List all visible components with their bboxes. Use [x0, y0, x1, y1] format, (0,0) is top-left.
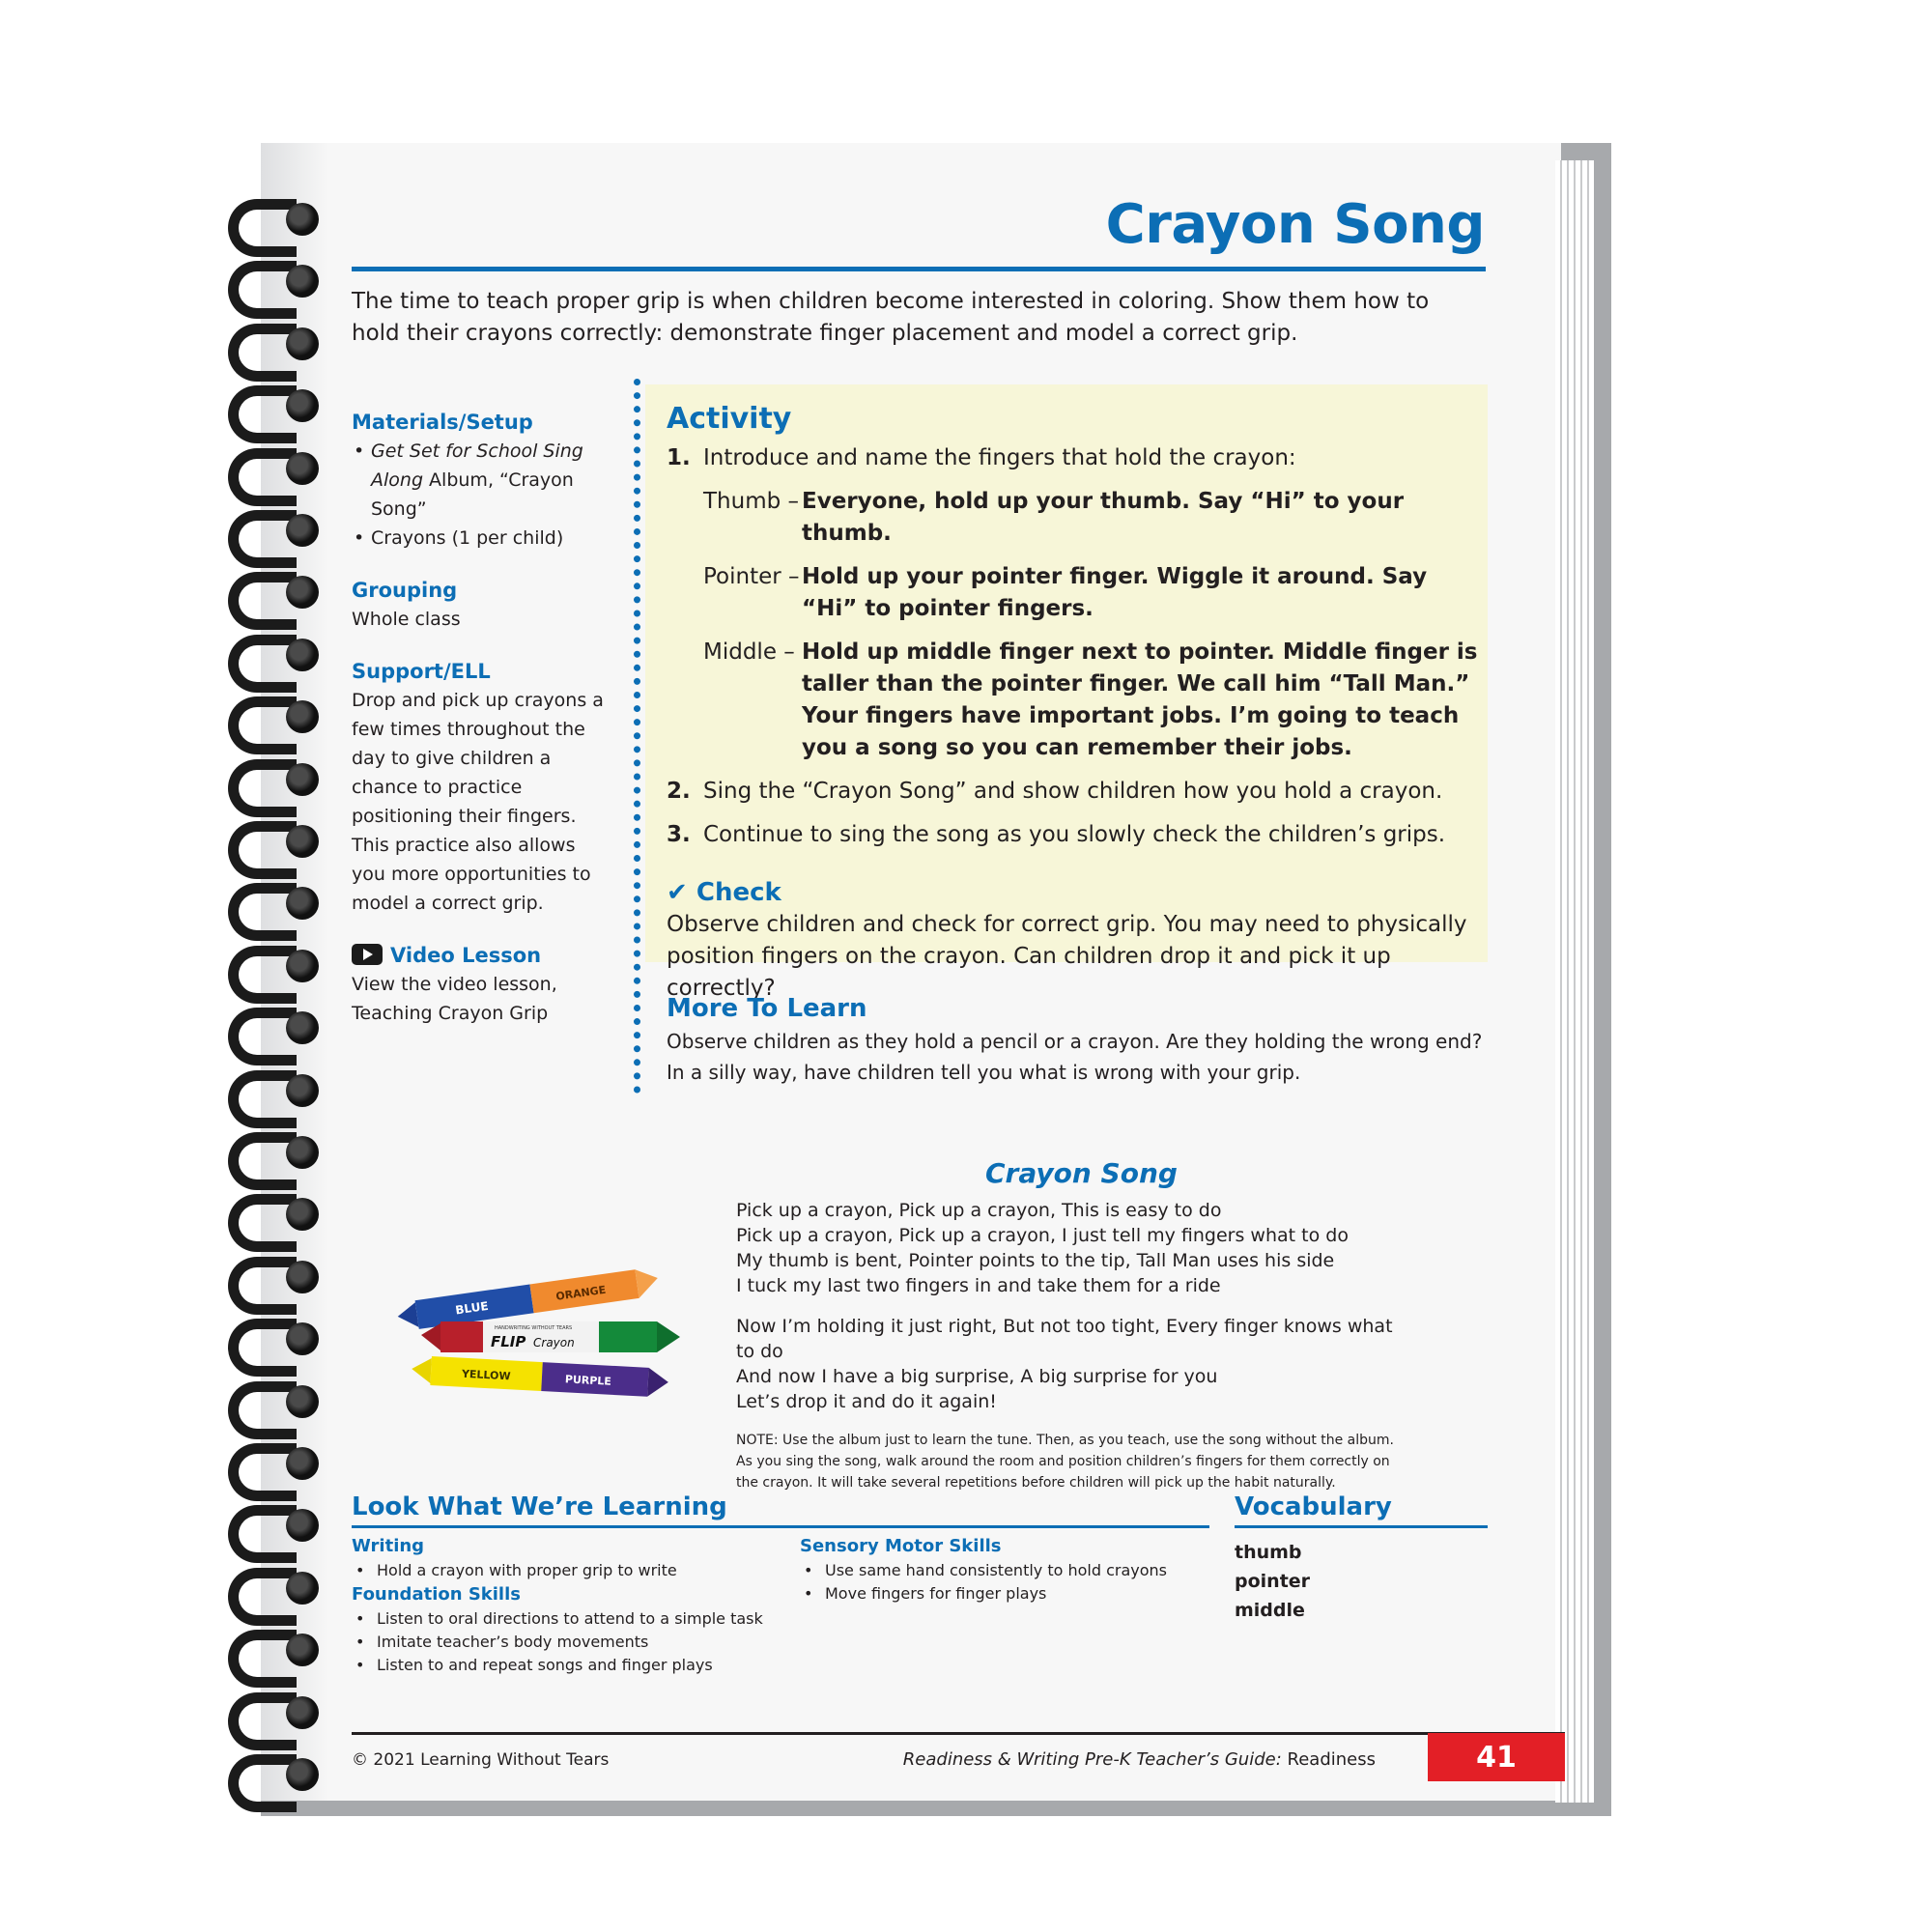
materials-heading: Materials/Setup	[352, 411, 533, 434]
note-line: As you sing the song, walk around the room and position children’s fingers for them correctly on	[736, 1454, 1390, 1469]
vocabulary-heading: Vocabulary	[1235, 1492, 1488, 1528]
binding-ring	[224, 504, 330, 554]
lyric-line: I tuck my last two fingers in and take them for a ride	[736, 1275, 1221, 1296]
crayon-label: YELLOW	[461, 1367, 511, 1383]
lyric-line: Pick up a crayon, Pick up a crayon, I just tell my fingers what to do	[736, 1225, 1349, 1246]
more-heading: More To Learn	[667, 994, 867, 1023]
binding-ring	[224, 691, 330, 741]
finger-label: Middle –	[703, 639, 795, 665]
lyric-line: Now I’m holding it just right, But not too tight, Every finger knows what to do	[736, 1316, 1393, 1362]
crayon-label: BLUE	[454, 1298, 490, 1318]
lyric-line: Pick up a crayon, Pick up a crayon, This is easy to do	[736, 1200, 1222, 1221]
finger-speech: Hold up middle finger next to pointer. Middle finger is taller than the pointer finger. We call him “Tall Man.” Your fingers have important jobs. I’m going to teach you a song so you can remember their jobs.	[802, 639, 1478, 760]
crayon-label: PURPLE	[564, 1373, 612, 1388]
video-section[interactable]	[352, 941, 612, 1028]
lyric-line: My thumb is bent, Pointer points to the tip, Tall Man uses his side	[736, 1250, 1335, 1271]
binding-ring	[224, 815, 330, 866]
step-text: Introduce and name the fingers that hold the crayon:	[703, 445, 1296, 470]
support-text: Drop and pick up crayons a few times throughout the day to give children a chance to practice positioning their fingers. This practice also allows you more opportunities to model a correct grip.	[352, 690, 604, 914]
sidebar	[352, 408, 612, 1051]
materials-item	[371, 524, 612, 553]
binding-ring	[224, 1188, 330, 1238]
writing-heading: Writing	[352, 1536, 425, 1556]
activity-heading: Activity	[667, 402, 792, 436]
activity-content	[667, 400, 1478, 1005]
page-title: Crayon Song	[1105, 193, 1485, 256]
binding-ring	[224, 1313, 330, 1363]
list-item: • Hold a crayon with proper grip to write	[377, 1559, 796, 1582]
materials-item-italic: Get Set for School Sing Along	[371, 440, 583, 491]
writing-list	[352, 1559, 796, 1582]
play-icon	[352, 944, 383, 965]
list-item: • Imitate teacher’s body movements	[377, 1631, 796, 1654]
foundation-list	[352, 1607, 796, 1677]
foundation-heading: Foundation Skills	[352, 1584, 521, 1605]
step-number: 2.	[667, 779, 691, 804]
binding-ring	[224, 1624, 330, 1674]
activity-step	[667, 776, 1478, 808]
footer-rule	[352, 1732, 1565, 1735]
materials-item	[371, 437, 612, 524]
binding-ring	[224, 1748, 330, 1799]
sensory-heading: Sensory Motor Skills	[800, 1536, 1002, 1556]
materials-section	[352, 408, 612, 553]
finger-speech: Hold up your pointer finger. Wiggle it around. Say “Hi” to pointer fingers.	[802, 564, 1428, 621]
vocabulary-list	[1235, 1538, 1310, 1625]
materials-item-text: Crayons (1 per child)	[371, 527, 564, 549]
song-stanza	[736, 1198, 1412, 1298]
binding-ring	[224, 753, 330, 804]
binding-ring	[224, 940, 330, 990]
materials-item-text: Album, “Crayon Song”	[371, 469, 574, 520]
vocab-word: thumb	[1235, 1542, 1302, 1563]
check-heading	[667, 876, 1478, 909]
crayon-brand: HANDWRITING WITHOUT TEARS	[495, 1325, 573, 1331]
song-note	[736, 1430, 1412, 1493]
sensory-list	[800, 1559, 1206, 1605]
binding-ring	[224, 1687, 330, 1737]
list-item: • Listen to and repeat songs and finger plays	[377, 1654, 796, 1677]
binding-ring	[224, 629, 330, 679]
crayon-label: Crayon	[533, 1336, 575, 1350]
guide-title-italic: Readiness & Writing Pre-K Teacher’s Guide:	[902, 1749, 1282, 1770]
crayon-label: ORANGE	[554, 1283, 607, 1303]
finger-label: Pointer –	[703, 564, 800, 589]
binding-ring	[224, 255, 330, 305]
more-to-learn	[667, 991, 1488, 1088]
note-line: NOTE: Use the album just to learn the tune. Then, as you teach, use the song without the album.	[736, 1433, 1395, 1448]
video-heading: Video Lesson	[390, 944, 542, 967]
more-text: Observe children as they hold a pencil or a crayon. Are they holding the wrong end? In a silly way, have children tell you what is wrong with your grip.	[667, 1030, 1483, 1084]
checkmark-icon: ✔	[667, 878, 688, 907]
learning-heading: Look What We’re Learning	[352, 1492, 1209, 1528]
list-item: • Listen to oral directions to attend to a simple task	[377, 1607, 796, 1631]
binding-ring	[224, 1065, 330, 1115]
support-section	[352, 657, 612, 918]
finger-label: Thumb –	[703, 489, 800, 514]
binding-ring	[224, 1499, 330, 1549]
video-lesson-link[interactable]	[352, 941, 612, 970]
grouping-text: Whole class	[352, 609, 461, 630]
dotted-divider	[634, 379, 640, 1094]
binding-ring	[224, 1437, 330, 1488]
note-line: the crayon. It will take several repetitions before children will pick up the habit naturally.	[736, 1475, 1336, 1491]
flip-crayons-image	[386, 1256, 696, 1410]
list-item: • Move fingers for finger plays	[825, 1582, 1206, 1605]
step-text: Continue to sing the song as you slowly check the children’s grips.	[703, 822, 1446, 847]
song-lyrics	[736, 1198, 1412, 1493]
guide-title	[903, 1749, 1376, 1770]
step-number: 1.	[667, 445, 691, 470]
binding-ring	[224, 1002, 330, 1052]
binding-ring	[224, 442, 330, 493]
lyric-line: Let’s drop it and do it again!	[736, 1391, 997, 1412]
learning-col-left	[352, 1534, 796, 1677]
spiral-binding	[224, 193, 340, 1777]
video-text-line: View the video lesson,	[352, 974, 557, 995]
copyright: © 2021 Learning Without Tears	[352, 1750, 610, 1770]
check-heading-text: Check	[696, 878, 781, 907]
guide-title-plain: Readiness	[1281, 1749, 1376, 1770]
binding-ring	[224, 566, 330, 616]
video-text-line: Teaching Crayon Grip	[352, 1003, 549, 1024]
title-rule	[352, 267, 1486, 271]
finger-thumb	[703, 486, 1478, 550]
finger-pointer	[703, 561, 1478, 625]
finger-speech: Everyone, hold up your thumb. Say “Hi” to your thumb.	[802, 489, 1405, 546]
lyric-line: And now I have a big surprise, A big surprise for you	[736, 1366, 1218, 1387]
binding-ring	[224, 1376, 330, 1426]
intro-paragraph: The time to teach proper grip is when children become interested in coloring. Show them how to hold their crayons correctly: demonstrate finger placement and model a correct grip.	[352, 289, 1430, 346]
finger-middle	[703, 637, 1478, 764]
step-text: Sing the “Crayon Song” and show children how you hold a crayon.	[703, 779, 1443, 804]
vocab-word: pointer	[1235, 1571, 1311, 1592]
binding-ring	[224, 318, 330, 368]
activity-step	[667, 819, 1478, 851]
binding-ring	[224, 1562, 330, 1612]
page-stack-edges	[1555, 160, 1594, 1803]
grouping-heading: Grouping	[352, 579, 458, 602]
materials-list	[352, 437, 612, 553]
song-stanza	[736, 1314, 1412, 1414]
page-number: 41	[1428, 1733, 1565, 1781]
list-item: • Use same hand consistently to hold crayons	[825, 1559, 1206, 1582]
check-text: Observe children and check for correct grip. You may need to physically position fingers on the crayon. Can children drop it and pick it up correctly?	[667, 912, 1467, 1001]
video-text	[352, 970, 612, 1028]
grouping-section	[352, 576, 612, 634]
activity-step	[667, 442, 1478, 474]
learning-col-right	[800, 1534, 1206, 1605]
binding-ring	[224, 193, 330, 243]
binding-ring	[224, 877, 330, 927]
vocab-word: middle	[1235, 1600, 1305, 1621]
binding-ring	[224, 380, 330, 430]
song-title: Crayon Song	[985, 1157, 1178, 1189]
binding-ring	[224, 1251, 330, 1301]
support-heading: Support/ELL	[352, 660, 491, 683]
step-number: 3.	[667, 822, 691, 847]
crayon-label: FLIP	[491, 1333, 526, 1350]
binding-ring	[224, 1126, 330, 1177]
